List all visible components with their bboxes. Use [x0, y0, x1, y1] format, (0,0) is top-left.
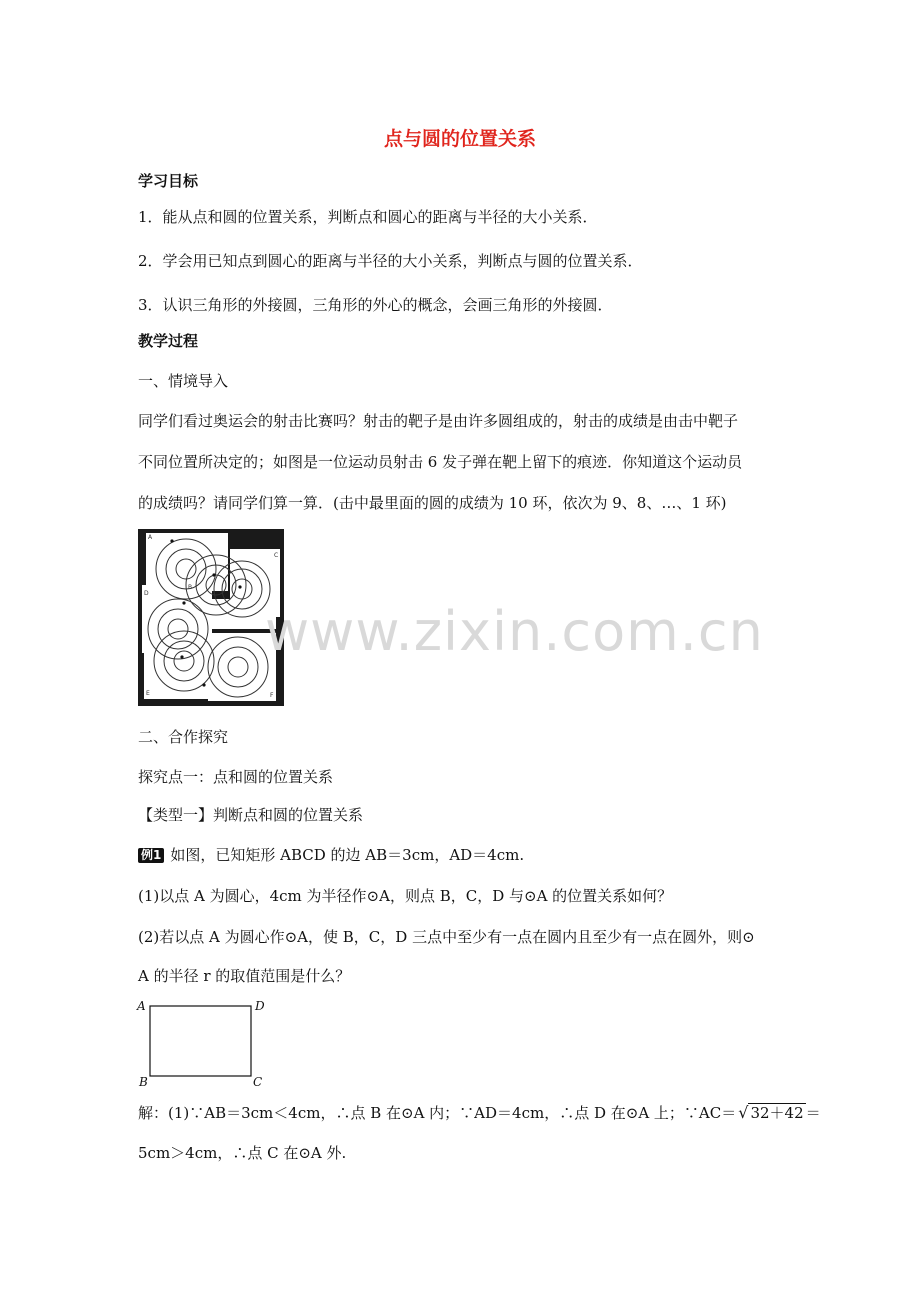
solution-line-1-text: 解：(1)∵AB＝3cm＜4cm，∴点 B 在⊙A 内；∵AD＝4cm，∴点 D 在⊙A 上；∵AC＝	[138, 1104, 737, 1122]
goal-item-3: 3．认识三角形的外接圆，三角形的外心的概念，会画三角形的外接圆．	[138, 296, 613, 314]
shooting-target-image	[138, 529, 284, 706]
rectangle-abcd-figure	[136, 996, 271, 1088]
question-2-line-1: (2)若以点 A 为圆心作⊙A，使 B，C，D 三点中至少有一点在圆内且至少有一点在圆外，则⊙	[138, 928, 755, 946]
solution-line-1	[138, 1103, 821, 1123]
intro-paragraph-line-3: 的成绩吗？请同学们算一算．(击中最里面的圆的成绩为 10 环，依次为 9、8、…、1 环)	[138, 494, 727, 512]
target-label-c: C	[274, 552, 279, 559]
target-label-b: B	[188, 584, 193, 591]
vertex-label-d: D	[255, 999, 265, 1013]
vertex-label-c: C	[253, 1075, 263, 1088]
explore-point-heading: 探究点一：点和圆的位置关系	[138, 768, 334, 786]
page-title: 点与圆的位置关系	[383, 128, 536, 150]
sqrt-content: 32＋42	[750, 1104, 804, 1122]
question-2-line-2: A 的半径 r 的取值范围是什么？	[138, 967, 351, 985]
target-label-f: F	[270, 692, 274, 699]
target-label-e: E	[146, 690, 150, 697]
sqrt-sign-icon: √	[738, 1103, 749, 1122]
example-badge: 例1	[138, 848, 164, 863]
explore-heading: 二、合作探究	[138, 728, 229, 746]
goal-item-2: 2．学会用已知点到圆心的距离与半径的大小关系，判断点与圆的位置关系．	[138, 252, 643, 270]
question-1: (1)以点 A 为圆心，4cm 为半径作⊙A，则点 B，C，D 与⊙A 的位置关系如何？	[138, 887, 673, 905]
intro-heading: 一、情境导入	[138, 372, 229, 390]
process-heading: 教学过程	[138, 332, 199, 350]
solution-line-1-end: ＝	[805, 1104, 821, 1122]
type-heading: 【类型一】判断点和圆的位置关系	[138, 806, 364, 824]
intro-paragraph-line-1: 同学们看过奥运会的射击比赛吗？射击的靶子是由许多圆组成的，射击的成绩是由击中靶子	[138, 412, 739, 430]
watermark: www.zixin.com.cn	[265, 600, 764, 663]
example-text: 如图，已知矩形 ABCD 的边 AB＝3cm，AD＝4cm.	[170, 846, 525, 864]
goals-heading: 学习目标	[138, 172, 199, 190]
target-label-d: D	[144, 590, 149, 597]
solution-line-2: 5cm＞4cm，∴点 C 在⊙A 外.	[138, 1144, 347, 1162]
intro-paragraph-line-2: 不同位置所决定的；如图是一位运动员射击 6 发子弹在靶上留下的痕迹．你知道这个运动员	[138, 453, 743, 471]
target-label-a: A	[148, 534, 153, 541]
example-line	[138, 845, 524, 865]
goal-item-1: 1．能从点和圆的位置关系，判断点和圆心的距离与半径的大小关系．	[138, 208, 598, 226]
vertex-label-a: A	[137, 999, 146, 1013]
vertex-label-b: B	[139, 1075, 148, 1088]
sqrt-expression	[736, 1103, 805, 1123]
